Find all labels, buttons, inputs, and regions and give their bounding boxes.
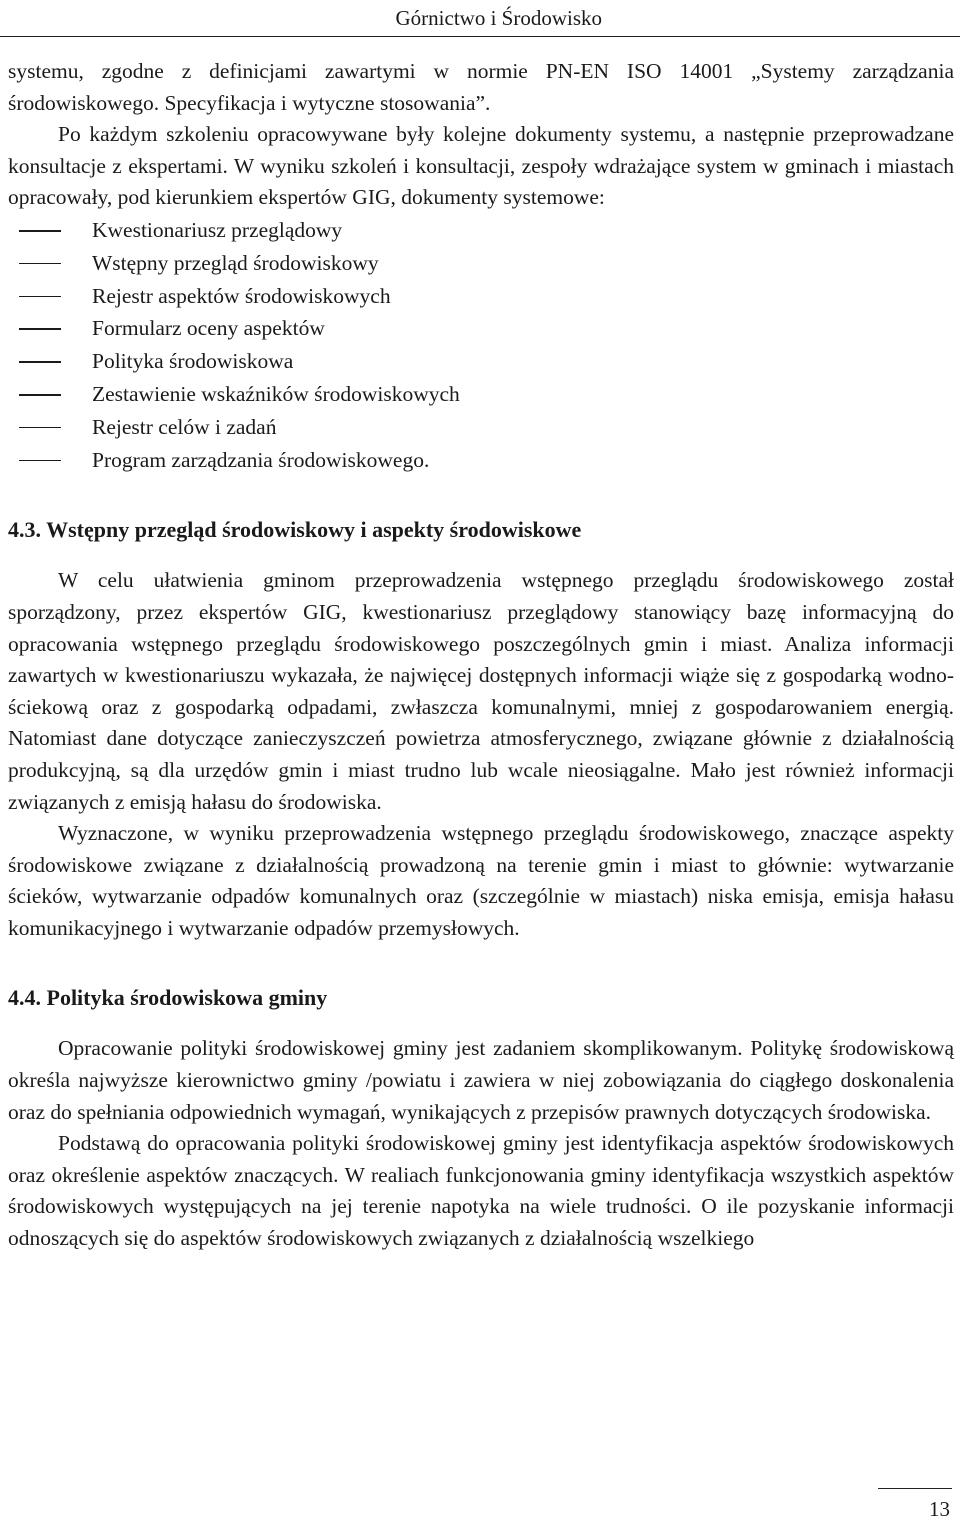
running-header [0, 0, 960, 37]
section-heading-4-4: 4.4. Polityka środowiskowa gminy [8, 985, 328, 1011]
section-4-3-paragraph-1: W celu ułatwienia gminom przeprowadzenia wstępnego przeglądu środowiskowego został sporządzony, przez ekspertów GIG, kwestionariusz przeglądowy stanowiący bazę informacyjną do opracowania wstępnego przeglądu środowiskowego poszczególnych gmin i miast. Analiza informacji zawartych w kwestionariuszu wykazała, że najwięcej dostępnych informacji wiąże się z gospodarką wodno-ściekową oraz z gospodarką odpadami, zwłaszcza komunalnymi, mniej z gospodarowaniem energią. Natomiast dane dotyczące zanieczyszczeń powietrza atmosferycznego, związane głównie z działalnością produkcyjną, są dla urzędów gmin i miast trudno lub wcale nieosiągalne. Mało jest również informacji związanych z emisją hałasu do środowiska. [8, 568, 954, 814]
list-item: Wstępny przegląd środowiskowy [92, 247, 954, 280]
journal-title: Górnictwo i Środowisko [395, 6, 602, 30]
page-footer [878, 1488, 952, 1522]
page-body [8, 56, 954, 1255]
list-item: Rejestr celów i zadań [92, 411, 954, 444]
section-4-4-paragraph-1: Opracowanie polityki środowiskowej gminy jest zadaniem skomplikowanym. Politykę środowiskową określa najwyższe kierownictwo gminy /powiatu i zawiera w niej zobowiązania do ciągłego doskonalenia oraz do spełniania odpowiednich wymagań, wynikających z przepisów prawnych dotyczących środowiska. [8, 1036, 954, 1124]
section-heading-4-3: 4.3. Wstępny przegląd środowiskowy i aspekty środowiskowe [8, 517, 582, 543]
list-item: Rejestr aspektów środowiskowych [92, 280, 954, 313]
list-item: Formularz oceny aspektów [92, 312, 954, 345]
section-4-3-paragraph-2: Wyznaczone, w wyniku przeprowadzenia wstępnego przeglądu środowiskowego, znaczące aspekty środowiskowe związane z działalnością prowadzoną na terenie gmin i miast to głównie: wytwarzanie ścieków, wytwarzanie odpadów komunalnych oraz (szczególnie w miastach) niska emisja, emisja hałasu komunikacyjnego i wytwarzanie odpadów przemysłowych. [8, 821, 954, 940]
section-4-4-paragraph-2: Podstawą do opracowania polityki środowiskowej gminy jest identyfikacja aspektów środowiskowych oraz określenie aspektów znaczących. W realiach funkcjonowania gminy identyfikacja wszystkich aspektów środowiskowych występujących na jej terenie napotyka na wiele trudności. O ile pozyskanie informacji odnoszących się do aspektów środowiskowych związanych z działalnością wszelkiego [8, 1131, 954, 1251]
intro-paragraph-1: systemu, zgodne z definicjami zawartymi w normie PN-EN ISO 14001 „Systemy zarządzania środowiskowego. Specyfikacja i wytyczne stosowania”. [8, 59, 954, 115]
documents-list [8, 214, 954, 476]
list-item: Program zarządzania środowiskowego. [92, 444, 954, 477]
list-item: Kwestionariusz przeglądowy [92, 214, 954, 247]
list-item: Polityka środowiskowa [92, 345, 954, 378]
list-item: Zestawienie wskaźników środowiskowych [92, 378, 954, 411]
intro-paragraph-2: Po każdym szkoleniu opracowywane były kolejne dokumenty systemu, a następnie przeprowadzane konsultacje z ekspertami. W wyniku szkoleń i konsultacji, zespoły wdrażające system w gminach i miastach opracowały, pod kierunkiem ekspertów GIG, dokumenty systemowe: [8, 122, 954, 210]
page-number: 13 [929, 1497, 950, 1521]
